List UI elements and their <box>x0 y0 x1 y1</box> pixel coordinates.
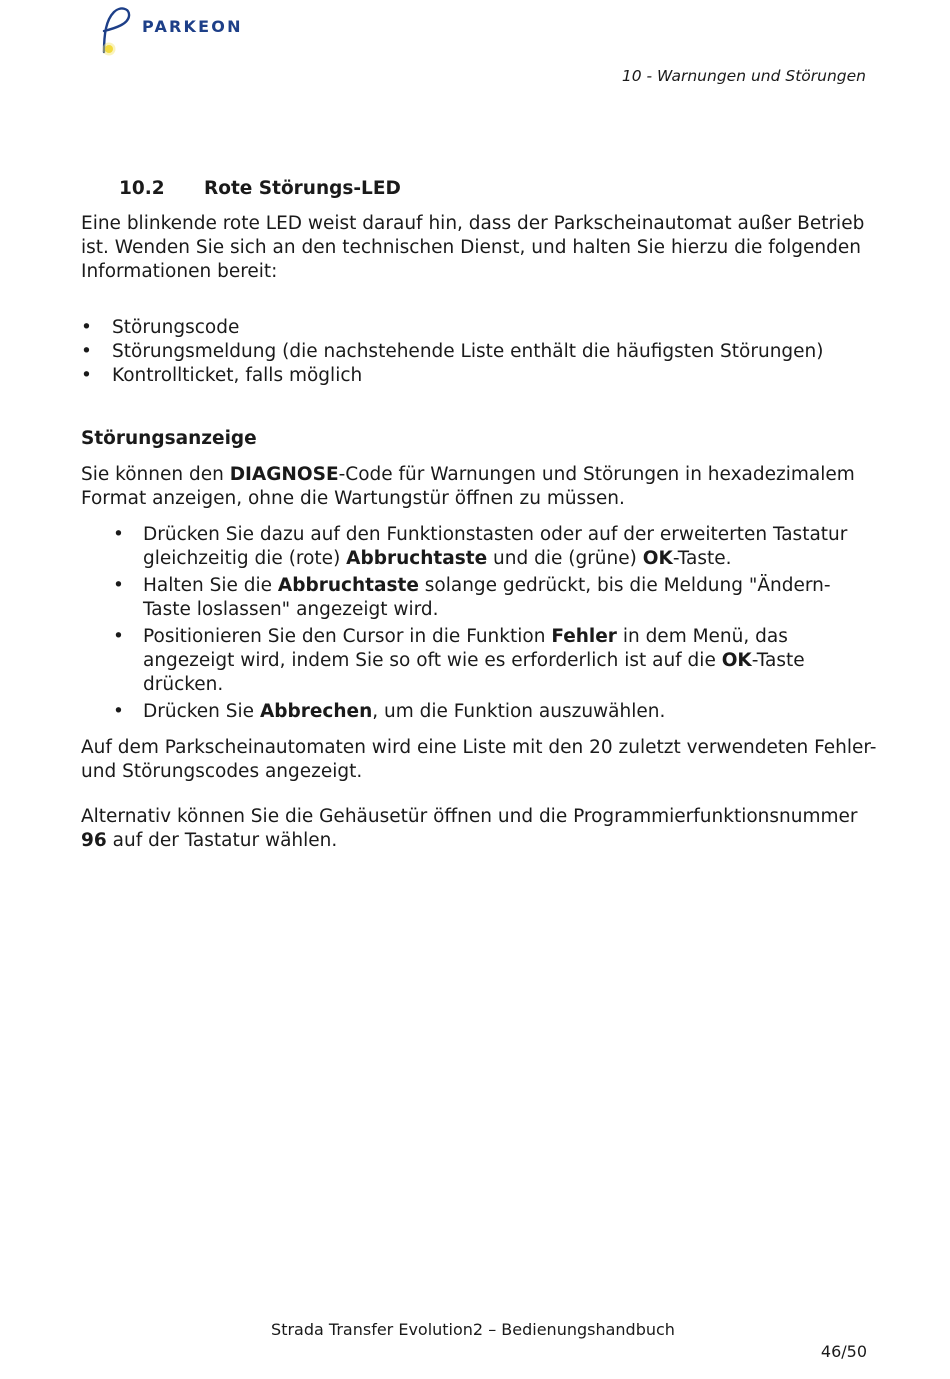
list-item: • Positionieren Sie den Cursor in die Funktion Fehler in dem Menü, das angezeigt wird, indem Sie so oft wie es erforderlich ist auf die OK-Taste drücken. <box>113 626 805 695</box>
alternative-paragraph: Alternativ können Sie die Gehäusetür öffnen und die Programmierfunktionsnummer 96 auf der Tastatur wählen. <box>81 806 858 851</box>
bullet-icon: • <box>81 317 92 338</box>
bullet-icon: • <box>113 701 124 722</box>
list-item: • Störungscode <box>81 317 240 338</box>
section-heading <box>119 178 401 199</box>
list-item: • Drücken Sie Abbrechen, um die Funktion auszuwählen. <box>113 701 666 722</box>
list-item: • Kontrollticket, falls möglich <box>81 365 363 386</box>
steps-list <box>113 523 853 727</box>
list-item: • Halten Sie die Abbruchtaste solange gedrückt, bis die Meldung "Ändern-Taste loslassen" angezeigt wird. <box>113 575 831 620</box>
bullet-icon: • <box>113 575 124 596</box>
section-number: 10.2 <box>119 178 165 199</box>
info-list <box>81 316 824 388</box>
result-paragraph: Auf dem Parkscheinautomaten wird eine Liste mit den 20 zuletzt verwendeten Fehler- und Störungscodes angezeigt. <box>81 737 877 782</box>
list-item: • Störungsmeldung (die nachstehende Liste enthält die häufigsten Störungen) <box>81 341 824 362</box>
display-paragraph: Sie können den DIAGNOSE-Code für Warnungen und Störungen in hexadezimalem Format anzeigen, ohne die Wartungstür öffnen zu müssen. <box>81 464 855 509</box>
bullet-icon: • <box>113 524 124 545</box>
running-header: 10 - Warnungen und Störungen <box>621 67 866 85</box>
intro-paragraph: Eine blinkende rote LED weist darauf hin, dass der Parkscheinautomat außer Betrieb ist. Wenden Sie sich an den technischen Dienst, und halten Sie hierzu die folgenden Informationen bereit: <box>81 213 865 282</box>
page-number: 46/50 <box>820 1342 867 1361</box>
logo-wordmark: PARKEON <box>142 17 243 36</box>
footer-title: Strada Transfer Evolution2 – Bedienungshandbuch <box>271 1320 675 1339</box>
bullet-icon: • <box>113 626 124 647</box>
section-title: Rote Störungs-LED <box>204 178 401 199</box>
list-item: • Drücken Sie dazu auf den Funktionstasten oder auf der erweiterten Tastatur gleichzeitig die (rote) Abbruchtaste und die (grüne) OK-Taste. <box>113 524 848 569</box>
bullet-icon: • <box>81 341 92 362</box>
bullet-icon: • <box>81 365 92 386</box>
display-subheading: Störungsanzeige <box>81 428 257 449</box>
